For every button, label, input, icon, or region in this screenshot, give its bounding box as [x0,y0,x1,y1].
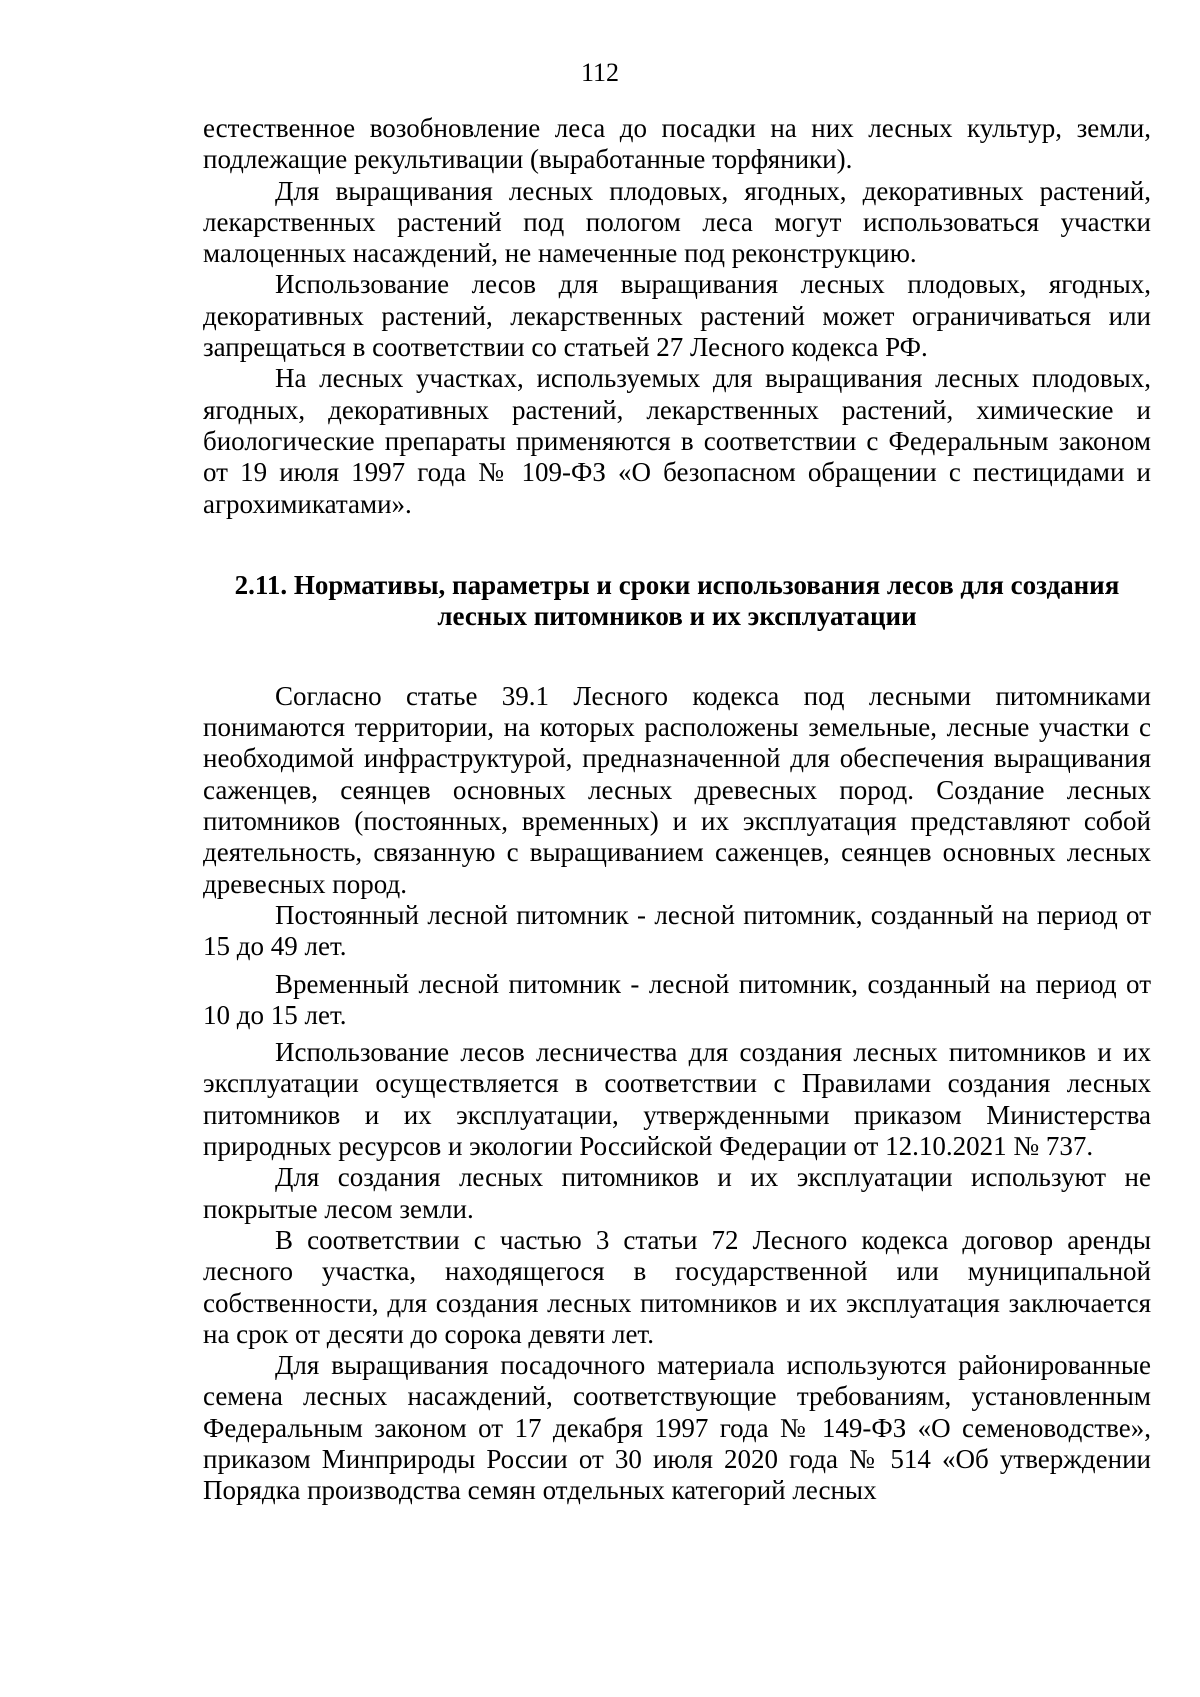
paragraph: Использование лесов лесничества для создания лесных питомников и их эксплуатации осуществляется в соответствии с Правилами создания лесных питомников и их эксплуатации, утвержденными приказом Министерства природных ресурсов и экологии Российской Федерации от 12.10.2021 № 737. [203,1037,1151,1162]
paragraph: естественное возобновление леса до посадки на них лесных культур, земли, подлежащие рекультивации (выработанные торфяники). [203,113,1151,175]
document-body [203,113,1151,1507]
paragraph: В соответствии с частью 3 статьи 72 Лесного кодекса договор аренды лесного участка, находящегося в государственной или муниципальной собственности, для создания лесных питомников и их эксплуатация заключается на срок от десяти до сорока девяти лет. [203,1224,1151,1349]
paragraph: Постоянный лесной питомник - лесной питомник, созданный на период от 15 до 49 лет. [203,899,1151,962]
page-number: 112 [580,58,620,87]
paragraph: Для выращивания лесных плодовых, ягодных, декоративных растений, лекарственных растений под пологом леса могут использоваться участки малоценных насаждений, не намеченные под реконструкцию. [203,175,1151,269]
section-heading: 2.11. Нормативы, параметры и сроки использования лесов для создания лесных питомников и их эксплуатации [234,569,1120,631]
paragraph: Согласно статье 39.1 Лесного кодекса под лесными питомниками понимаются территории, на которых расположены земельные, лесные участки с необходимой инфраструктурой, предназначенной для обеспечения выращивания саженцев, сеянцев основных лесных древесных пород. Создание лесных питомников (постоянных, временных) и их эксплуатация представляют собой деятельность, связанную с выращиванием саженцев, сеянцев основных лесных древесных пород. [203,680,1151,899]
paragraph: Для выращивания посадочного материала используются районированные семена лесных насаждений, соответствующие требованиям, установленным Федеральным законом от 17 декабря 1997 года № 149-ФЗ «О семеноводстве», приказом Минприроды России от 30 июля 2020 года № 514 «Об утверждении Порядка производства семян отдельных категорий лесных [203,1350,1151,1506]
paragraph: Для создания лесных питомников и их эксплуатации используют не покрытые лесом земли. [203,1162,1151,1224]
paragraph: Временный лесной питомник - лесной питомник, созданный на период от 10 до 15 лет. [203,968,1151,1030]
paragraph: На лесных участках, используемых для выращивания лесных плодовых, ягодных, декоративных растений, лекарственных растений, химические и биологические препараты применяются в соответствии с Федеральным законом от 19 июля 1997 года № 109-ФЗ «О безопасном обращении с пестицидами и агрохимикатами». [203,363,1151,519]
paragraph: Использование лесов для выращивания лесных плодовых, ягодных, декоративных растений, лекарственных растений может ограничиваться или запрещаться в соответствии со статьей 27 Лесного кодекса РФ. [203,269,1151,363]
